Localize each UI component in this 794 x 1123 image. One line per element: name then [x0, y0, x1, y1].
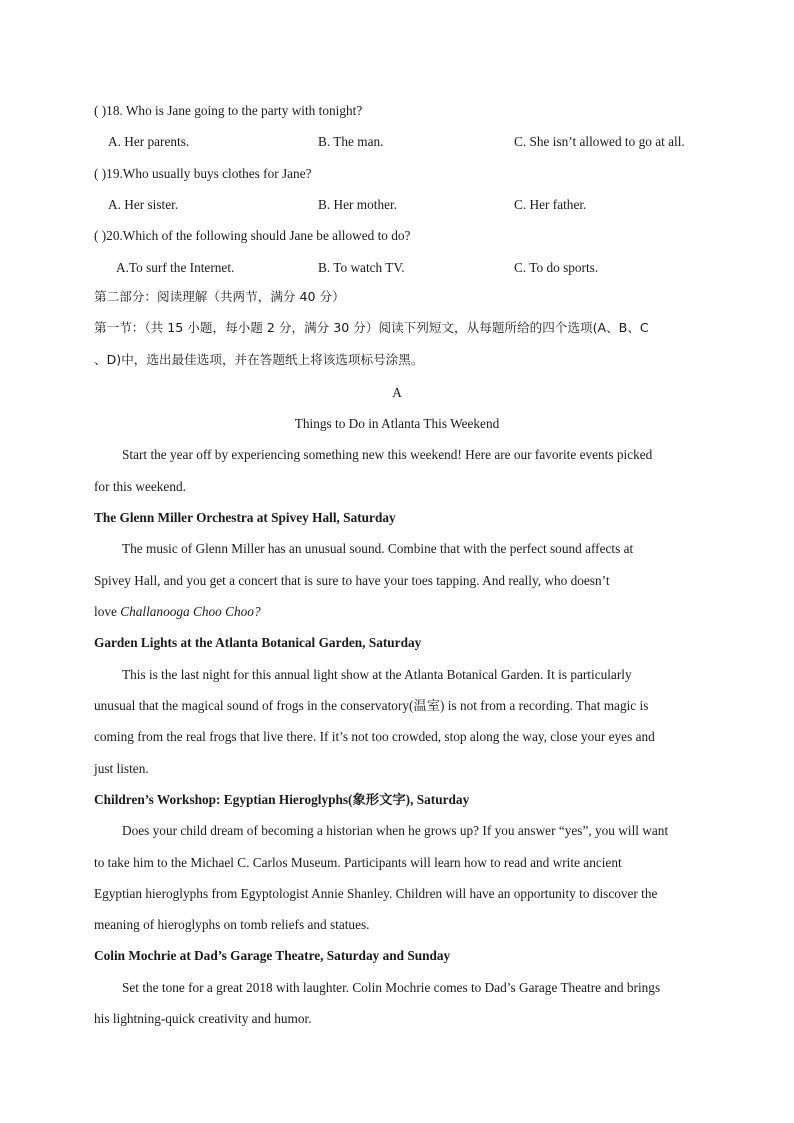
question-20: ( )20.Which of the following should Jane be allowed to do? [94, 228, 411, 243]
event-3-line-1: Does your child dream of becoming a historian when he grows up? If you answer “yes”, you will want [122, 823, 669, 838]
event-2-line-1: This is the last night for this annual light show at the Atlanta Botanical Garden. It is particularly [122, 667, 632, 682]
q19-option-b: B. Her mother. [318, 197, 398, 212]
q20-option-a: A.To surf the Internet. [116, 260, 235, 275]
q18-option-a: A. Her parents. [108, 134, 190, 149]
part2-heading: 第二部分：阅读理解（共两节，满分 40 分） [94, 289, 345, 304]
event-3-line-4: meaning of hieroglyphs on tomb reliefs and statues. [94, 917, 370, 932]
part2-instruction-line2: 、D)中，选出最佳选项，并在答题纸上将该选项标号涂黑。 [94, 352, 424, 367]
question-18: ( )18. Who is Jane going to the party with tonight? [94, 103, 363, 118]
event-4-title: Colin Mochrie at Dad’s Garage Theatre, Saturday and Sunday [94, 948, 451, 963]
intro-line-2: for this weekend. [94, 479, 186, 494]
question-19: ( )19.Who usually buys clothes for Jane? [94, 166, 312, 181]
event-1-title: The Glenn Miller Orchestra at Spivey Hall, Saturday [94, 510, 396, 525]
song-title: Challanooga Choo Choo? [120, 604, 261, 619]
event-3-line-2: to take him to the Michael C. Carlos Museum. Participants will learn how to read and write ancient [94, 855, 622, 870]
event-1-line-2: Spivey Hall, and you get a concert that is sure to have your toes tapping. And really, who doesn’t [94, 573, 610, 588]
q18-option-b: B. The man. [318, 134, 384, 149]
event-2-title: Garden Lights at the Atlanta Botanical Garden, Saturday [94, 635, 422, 650]
passage-title: Things to Do in Atlanta This Weekend [294, 416, 500, 431]
event-1-line-3 [94, 605, 261, 618]
passage-letter: A [392, 385, 402, 400]
event-1-line-3-prefix: love [94, 604, 121, 619]
event-4-line-1: Set the tone for a great 2018 with laughter. Colin Mochrie comes to Dad’s Garage Theatre and brings [122, 980, 661, 995]
q20-option-b: B. To watch TV. [318, 260, 405, 275]
q19-option-c: C. Her father. [514, 197, 587, 212]
q19-option-a: A. Her sister. [108, 197, 179, 212]
event-1-line-1: The music of Glenn Miller has an unusual sound. Combine that with the perfect sound affects at [122, 541, 634, 556]
event-3-title: Children’s Workshop: Egyptian Hieroglyphs(象形文字), Saturday [94, 792, 470, 807]
event-3-line-3: Egyptian hieroglyphs from Egyptologist Annie Shanley. Children will have an opportunity to discover the [94, 886, 658, 901]
q20-option-c: C. To do sports. [514, 260, 599, 275]
event-4-line-2: his lightning-quick creativity and humor. [94, 1011, 312, 1026]
intro-line-1: Start the year off by experiencing something new this weekend! Here are our favorite events picked [122, 447, 653, 462]
event-2-line-2: unusual that the magical sound of frogs in the conservatory(温室) is not from a recording. That magic is [94, 698, 649, 713]
part2-instruction-line1: 第一节：（共 15 小题，每小题 2 分，满分 30 分）阅读下列短文，从每题所给的四个选项(A、B、C [94, 320, 649, 335]
event-2-line-3: coming from the real frogs that live there. If it’s not too crowded, stop along the way, close your eyes and [94, 729, 655, 744]
event-2-line-4: just listen. [94, 761, 149, 776]
q18-option-c: C. She isn’t allowed to go at all. [514, 134, 685, 149]
